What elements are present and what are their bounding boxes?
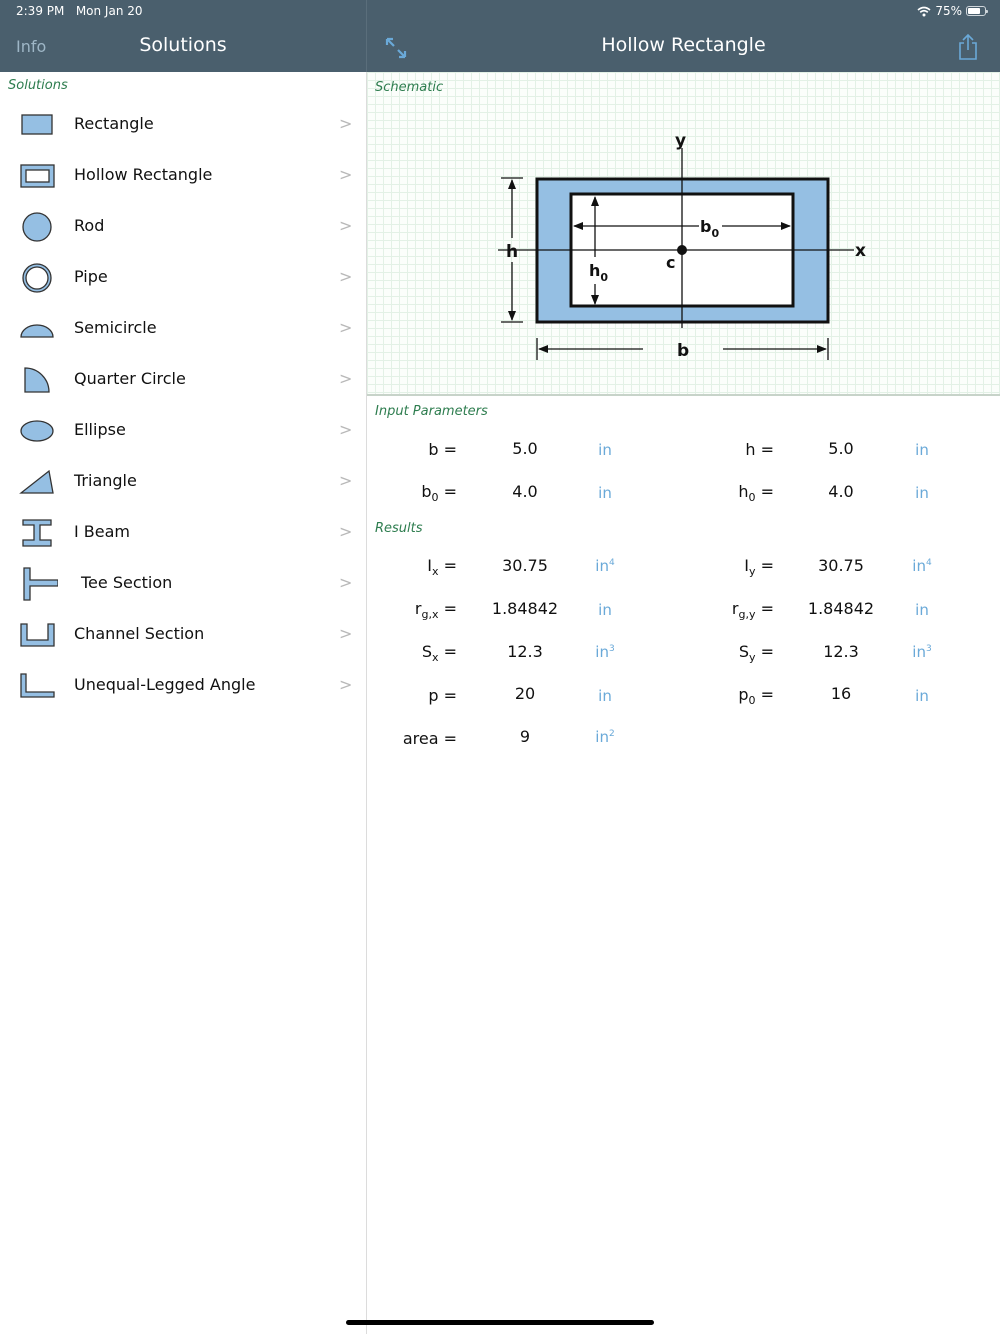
sidebar-item-quarter-circle[interactable] bbox=[0, 355, 366, 405]
sidebar-item-ellipse[interactable] bbox=[0, 406, 366, 456]
chevron-right-icon: > bbox=[339, 624, 353, 643]
chevron-right-icon: > bbox=[339, 573, 353, 592]
sidebar-item-label: Channel Section bbox=[74, 624, 205, 643]
sy-unit: $in^3$ bbox=[912, 643, 932, 661]
sx-value: 12.3 bbox=[507, 642, 543, 661]
h0-label: $h_0$ = bbox=[738, 482, 774, 505]
sy-label: $S_y$ = bbox=[738, 642, 774, 665]
ix-label: $I_x$ = bbox=[427, 556, 457, 579]
b0-input[interactable]: 4.0 bbox=[512, 482, 538, 501]
p0-unit: in bbox=[915, 687, 929, 705]
rgy-label: $r_{g,y}$ = bbox=[731, 599, 774, 622]
info-button[interactable]: Info bbox=[16, 37, 47, 56]
b-input[interactable]: 5.0 bbox=[512, 439, 538, 458]
rgx-value: 1.84842 bbox=[491, 599, 559, 618]
tee-section-icon bbox=[18, 567, 58, 601]
battery-icon bbox=[966, 6, 986, 16]
h-label: h bbox=[506, 242, 519, 262]
sidebar-item-label: Pipe bbox=[74, 267, 108, 286]
sidebar-item-label: Rectangle bbox=[74, 114, 154, 133]
sidebar-item-unequal-legged-angle[interactable] bbox=[0, 661, 366, 711]
sidebar-item-label: I Beam bbox=[74, 522, 131, 541]
sidebar-item-label: Triangle bbox=[74, 471, 137, 490]
sidebar-item-hollow-rectangle[interactable] bbox=[0, 151, 366, 201]
h-input[interactable]: 5.0 bbox=[828, 439, 854, 458]
ellipse-icon bbox=[18, 416, 58, 446]
schematic-panel bbox=[367, 72, 1000, 396]
share-icon[interactable] bbox=[956, 33, 980, 61]
rgy-value: 1.84842 bbox=[807, 599, 875, 618]
input-parameters-label: Input Parameters bbox=[375, 404, 488, 419]
status-time: 2:39 PM Mon Jan 20 bbox=[16, 4, 143, 18]
navigation-header bbox=[0, 0, 1000, 72]
channel-section-icon bbox=[18, 620, 58, 650]
sx-unit: $in^3$ bbox=[595, 643, 615, 661]
chevron-right-icon: > bbox=[339, 420, 353, 439]
sidebar-title: Solutions bbox=[139, 34, 227, 56]
b-label: b bbox=[677, 341, 690, 361]
wifi-icon bbox=[917, 6, 931, 17]
chevron-right-icon: > bbox=[339, 267, 353, 286]
ix-unit: $in^4$ bbox=[595, 557, 615, 575]
p0-value: 16 bbox=[830, 684, 852, 703]
rgx-label: $r_{g,x}$ = bbox=[414, 599, 457, 622]
p0-label: $p_0$ = bbox=[738, 685, 774, 708]
y-axis-label: y bbox=[675, 131, 687, 151]
sidebar-item-rectangle[interactable] bbox=[0, 100, 366, 150]
chevron-right-icon: > bbox=[339, 114, 353, 133]
chevron-right-icon: > bbox=[339, 318, 353, 337]
b-label: b = bbox=[428, 440, 457, 459]
centroid-dot bbox=[677, 245, 687, 255]
sidebar-item-label: Unequal-Legged Angle bbox=[74, 675, 256, 694]
p-label: p = bbox=[428, 686, 457, 705]
schematic-section-label: Schematic bbox=[375, 80, 444, 95]
detail-pane bbox=[367, 72, 1000, 1334]
sidebar-item-tee-section[interactable] bbox=[0, 559, 366, 609]
ix-value: 30.75 bbox=[502, 556, 548, 575]
expand-arrows-icon[interactable] bbox=[384, 36, 408, 60]
chevron-right-icon: > bbox=[339, 522, 353, 541]
page-title: Hollow Rectangle bbox=[601, 34, 766, 56]
triangle-icon bbox=[18, 467, 58, 497]
hollow-rectangle-schematic bbox=[367, 72, 1000, 394]
sidebar-item-label: Ellipse bbox=[74, 420, 126, 439]
h0-unit: in bbox=[915, 484, 929, 502]
iy-unit: $in^4$ bbox=[912, 557, 932, 575]
battery-percent: 75% bbox=[935, 4, 962, 18]
sy-value: 12.3 bbox=[823, 642, 859, 661]
rgy-unit: in bbox=[915, 601, 929, 619]
pipe-icon bbox=[18, 263, 58, 293]
chevron-right-icon: > bbox=[339, 165, 353, 184]
rgx-unit: in bbox=[598, 601, 612, 619]
sidebar-item-label: Tee Section bbox=[81, 573, 173, 592]
area-unit: $in^2$ bbox=[595, 728, 615, 746]
sidebar bbox=[0, 72, 367, 1334]
b0-label: $b_0$ bbox=[700, 217, 720, 240]
h0-input[interactable]: 4.0 bbox=[828, 482, 854, 501]
sidebar-item-rod[interactable] bbox=[0, 202, 366, 252]
iy-label: $I_y$ = bbox=[744, 556, 774, 579]
sidebar-item-channel-section[interactable] bbox=[0, 610, 366, 660]
b0-label: $b_0$ = bbox=[421, 482, 457, 505]
semicircle-icon bbox=[18, 314, 58, 344]
home-indicator[interactable] bbox=[346, 1320, 654, 1325]
area-label: area = bbox=[402, 729, 457, 748]
p-unit: in bbox=[598, 687, 612, 705]
status-right bbox=[917, 4, 986, 18]
sidebar-item-label: Semicircle bbox=[74, 318, 157, 337]
sx-label: $S_x$ = bbox=[421, 642, 457, 665]
chevron-right-icon: > bbox=[339, 216, 353, 235]
sidebar-item-i-beam[interactable] bbox=[0, 508, 366, 558]
angle-icon bbox=[18, 671, 58, 701]
hollow-rectangle-icon bbox=[18, 161, 58, 191]
b-unit: in bbox=[598, 441, 612, 459]
chevron-right-icon: > bbox=[339, 471, 353, 490]
rectangle-icon bbox=[18, 110, 58, 140]
area-value: 9 bbox=[519, 727, 531, 746]
p-value: 20 bbox=[514, 684, 536, 703]
b0-unit: in bbox=[598, 484, 612, 502]
iy-value: 30.75 bbox=[818, 556, 864, 575]
x-axis-label: x bbox=[855, 241, 866, 261]
sidebar-item-pipe[interactable] bbox=[0, 253, 366, 303]
chevron-right-icon: > bbox=[339, 369, 353, 388]
i-beam-icon bbox=[18, 518, 58, 548]
chevron-right-icon: > bbox=[339, 675, 353, 694]
h0-label: $h_0$ bbox=[589, 261, 609, 284]
sidebar-item-semicircle[interactable] bbox=[0, 304, 366, 354]
h-label: h = bbox=[745, 440, 774, 459]
quarter-circle-icon bbox=[18, 365, 58, 395]
status-date: Mon Jan 20 bbox=[75, 4, 143, 18]
sidebar-item-label: Hollow Rectangle bbox=[74, 165, 213, 184]
sidebar-item-triangle[interactable] bbox=[0, 457, 366, 507]
sidebar-item-label: Quarter Circle bbox=[74, 369, 186, 388]
sidebar-item-label: Rod bbox=[74, 216, 105, 235]
centroid-label: c bbox=[666, 253, 676, 272]
sidebar-section-label: Solutions bbox=[8, 78, 68, 93]
h-unit: in bbox=[915, 441, 929, 459]
results-label: Results bbox=[375, 521, 423, 536]
rod-icon bbox=[18, 212, 58, 242]
